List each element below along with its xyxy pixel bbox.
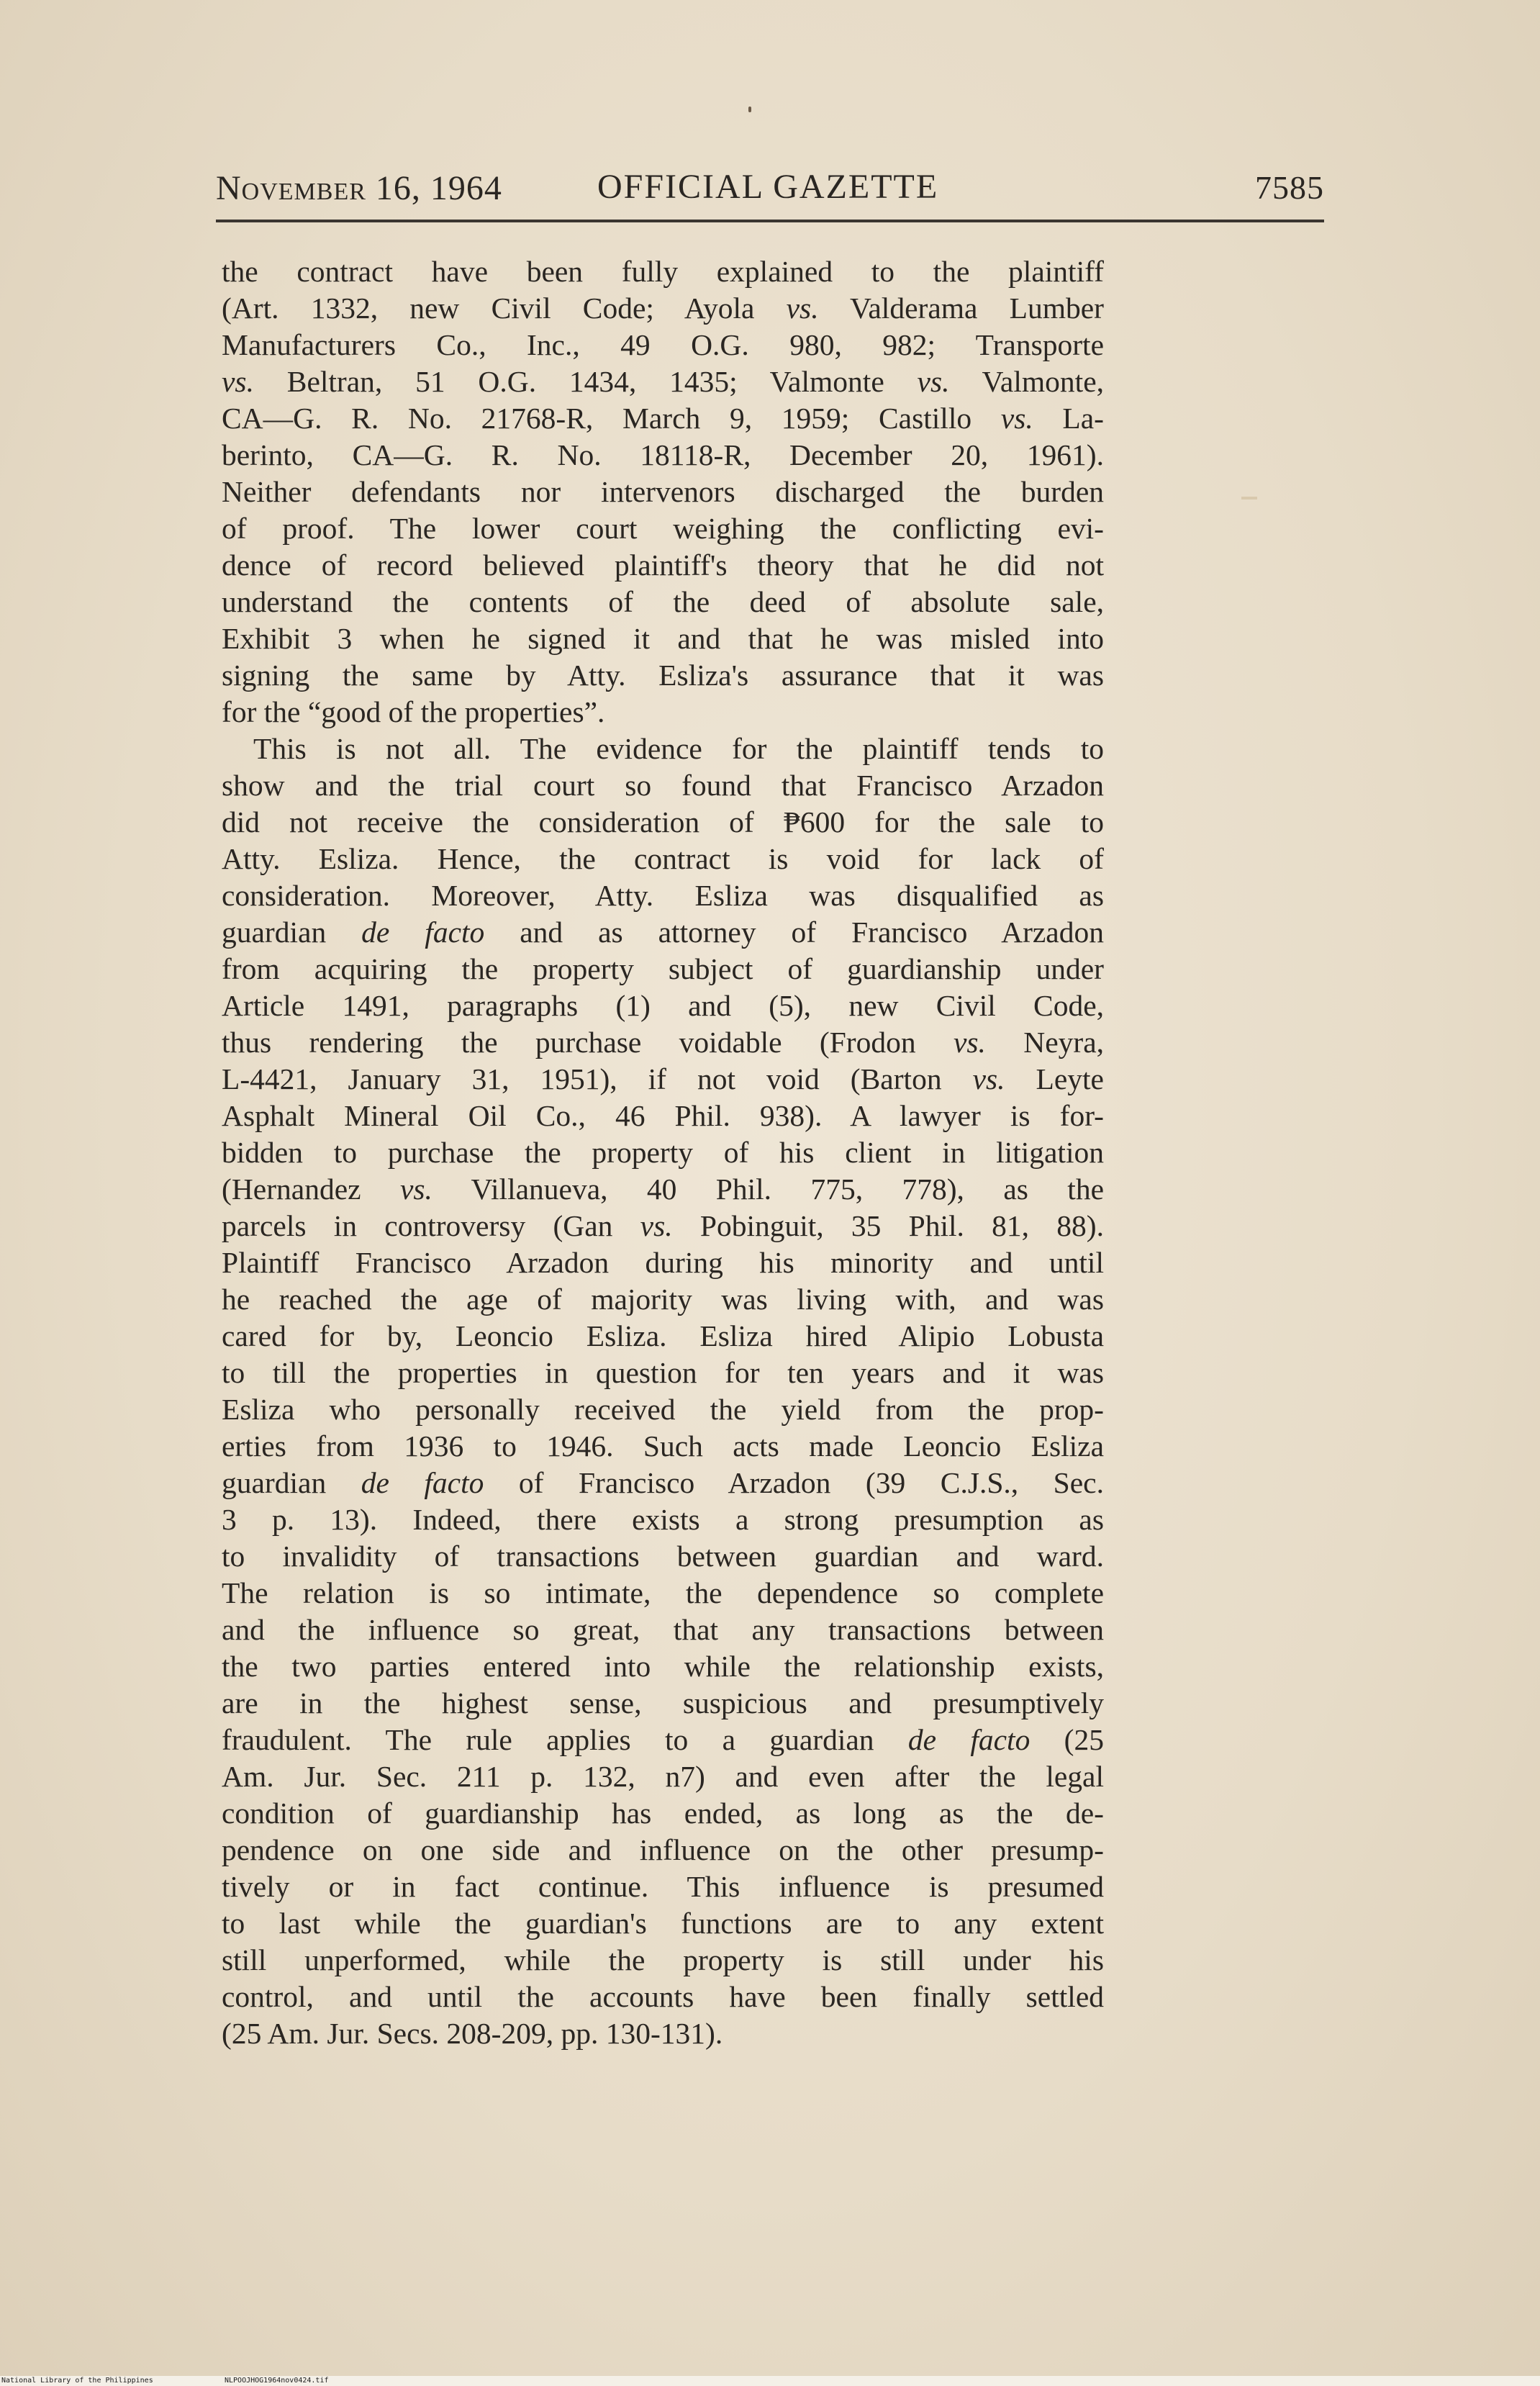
text-line: cared for by, Leoncio Esliza. Esliza hired Alipio Lobusta <box>222 1319 1104 1352</box>
text-line: tively or in fact continue. This influence is presumed <box>222 1870 1104 1903</box>
text-line: Esliza who personally received the yield from the prop- <box>222 1393 1104 1426</box>
text-line: (Hernandez vs. Villanueva, 40 Phil. 775, 778), as the <box>222 1172 1104 1206</box>
paper-mark <box>1241 497 1257 500</box>
text-line: signing the same by Atty. Esliza's assurance that it was <box>222 659 1104 692</box>
text-line: bidden to purchase the property of his client in litigation <box>222 1136 1104 1169</box>
text-line: thus rendering the purchase voidable (Frodon vs. Neyra, <box>222 1026 1104 1059</box>
text-line: (Art. 1332, new Civil Code; Ayola vs. Valderama Lumber <box>222 292 1104 325</box>
text-line: Manufacturers Co., Inc., 49 O.G. 980, 982; Transporte <box>222 328 1104 361</box>
text-line: 3 p. 13). Indeed, there exists a strong presumption as <box>222 1503 1104 1536</box>
text-line: the contract have been fully explained to the plaintiff <box>222 255 1104 288</box>
text-line: to till the properties in question for ten years and it was <box>222 1356 1104 1389</box>
text-line: Am. Jur. Sec. 211 p. 132, n7) and even after the legal <box>222 1760 1104 1793</box>
text-line: fraudulent. The rule applies to a guardian de facto (25 <box>222 1723 1104 1756</box>
text-line: Plaintiff Francisco Arzadon during his minority and until <box>222 1246 1104 1279</box>
text-line: understand the contents of the deed of absolute sale, <box>222 585 1104 618</box>
header-date: November 16, 1964 <box>216 169 502 207</box>
text-line: Exhibit 3 when he signed it and that he was misled into <box>222 622 1104 655</box>
header-rule <box>216 220 1324 222</box>
running-header <box>216 163 1324 209</box>
page-number: 7585 <box>1255 169 1324 206</box>
text-line: pendence on one side and influence on the other presump- <box>222 1833 1104 1866</box>
header-title: OFFICIAL GAZETTE <box>597 168 939 206</box>
text-line: Article 1491, paragraphs (1) and (5), new Civil Code, <box>222 989 1104 1022</box>
text-line: CA—G. R. No. 21768-R, March 9, 1959; Castillo vs. La- <box>222 402 1105 435</box>
text-line: condition of guardianship has ended, as long as the de- <box>222 1797 1104 1830</box>
text-line: (25 Am. Jur. Secs. 208-209, pp. 130-131). <box>222 2017 723 2050</box>
text-line: still unperformed, while the property is still under his <box>222 1943 1104 1976</box>
text-line: control, and until the accounts have been finally settled <box>222 1980 1104 2013</box>
text-line: and the influence so great, that any transactions between <box>222 1613 1104 1646</box>
text-line: L-4421, January 31, 1951), if not void (Barton vs. Leyte <box>222 1062 1104 1095</box>
text-line: show and the trial court so found that Francisco Arzadon <box>222 769 1104 802</box>
text-line: guardian de facto of Francisco Arzadon (39 C.J.S., Sec. <box>222 1466 1104 1499</box>
text-line: did not receive the consideration of ₱600 for the sale to <box>222 805 1104 839</box>
text-line: he reached the age of majority was living with, and was <box>222 1283 1104 1316</box>
text-line: Atty. Esliza. Hence, the contract is void for lack of <box>222 842 1104 875</box>
footer-library: National Library of the Philippines <box>1 2377 153 2385</box>
text-line: the two parties entered into while the relationship exists, <box>222 1650 1104 1683</box>
body-text <box>222 253 1104 2052</box>
text-line: dence of record believed plaintiff's theory that he did not <box>222 548 1104 582</box>
text-line: erties from 1936 to 1946. Such acts made Leoncio Esliza <box>222 1429 1104 1463</box>
paper-speck <box>748 107 751 112</box>
text-line: to last while the guardian's functions are to any extent <box>222 1907 1104 1940</box>
text-line: to invalidity of transactions between guardian and ward. <box>222 1540 1104 1573</box>
text-line: are in the highest sense, suspicious and presumptively <box>222 1686 1104 1720</box>
text-line: berinto, CA—G. R. No. 18118-R, December 20, 1961). <box>222 438 1104 471</box>
text-line: This is not all. The evidence for the plaintiff tends to <box>253 732 1104 765</box>
text-line: Neither defendants nor intervenors discharged the burden <box>222 475 1104 508</box>
text-line: of proof. The lower court weighing the conflicting evi- <box>222 512 1104 545</box>
footer-filename: NLPOOJHOG1964nov0424.tif <box>225 2377 329 2385</box>
text-line: from acquiring the property subject of guardianship under <box>222 952 1104 985</box>
text-line: consideration. Moreover, Atty. Esliza was disqualified as <box>222 879 1104 912</box>
scan-footer <box>0 2376 1540 2386</box>
text-line: vs. Beltran, 51 O.G. 1434, 1435; Valmonte vs. Valmonte, <box>222 365 1104 398</box>
text-line: Asphalt Mineral Oil Co., 46 Phil. 938). A lawyer is for- <box>222 1099 1104 1132</box>
text-line: The relation is so intimate, the dependence so complete <box>222 1576 1104 1609</box>
text-line: parcels in controversy (Gan vs. Pobinguit, 35 Phil. 81, 88). <box>222 1209 1104 1242</box>
text-line: for the “good of the properties”. <box>222 695 605 728</box>
text-line: guardian de facto and as attorney of Francisco Arzadon <box>222 916 1104 949</box>
